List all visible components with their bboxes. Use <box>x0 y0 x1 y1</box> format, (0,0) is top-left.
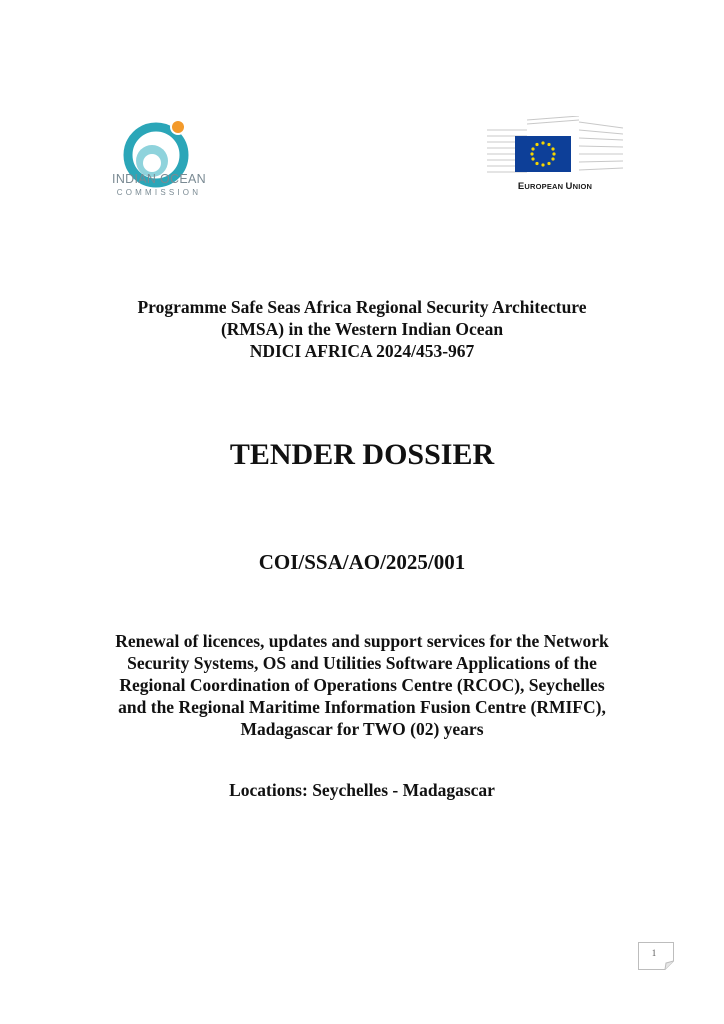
page-number-box <box>638 942 674 970</box>
eu-logo-text <box>490 181 620 192</box>
eu-text-part: NION <box>572 182 593 191</box>
ioc-logo-text-line2: COMMISSION <box>116 188 202 197</box>
locations: Locations: Seychelles - Madagascar <box>229 780 495 800</box>
programme-line: NDICI AFRICA 2024/453-967 <box>249 341 475 361</box>
document-title: TENDER DOSSIER <box>229 438 495 471</box>
ioc-logo-text-line1: INDIAN OCEAN <box>112 172 206 186</box>
eu-text-part: UROPEAN <box>524 182 566 191</box>
eu-text-part: E <box>517 181 525 192</box>
description-line: Renewal of licences, updates and support services for the Network <box>115 631 609 651</box>
page-number: 1 <box>651 948 657 958</box>
description-line: Madagascar for TWO (02) years <box>240 719 484 739</box>
description-line: and the Regional Maritime Information Fusion Centre (RMIFC), <box>118 697 606 717</box>
tender-description <box>0 630 724 740</box>
european-union-logo <box>487 116 623 176</box>
programme-line: Programme Safe Seas Africa Regional Security Architecture <box>137 297 587 317</box>
programme-line: (RMSA) in the Western Indian Ocean <box>220 319 504 339</box>
description-line: Regional Coordination of Operations Centre (RCOC), Seychelles <box>119 675 605 695</box>
eu-text-part: U <box>565 181 573 192</box>
description-line: Security Systems, OS and Utilities Software Applications of the <box>127 653 597 673</box>
programme-header <box>0 296 724 362</box>
tender-reference: COI/SSA/AO/2025/001 <box>258 550 466 574</box>
